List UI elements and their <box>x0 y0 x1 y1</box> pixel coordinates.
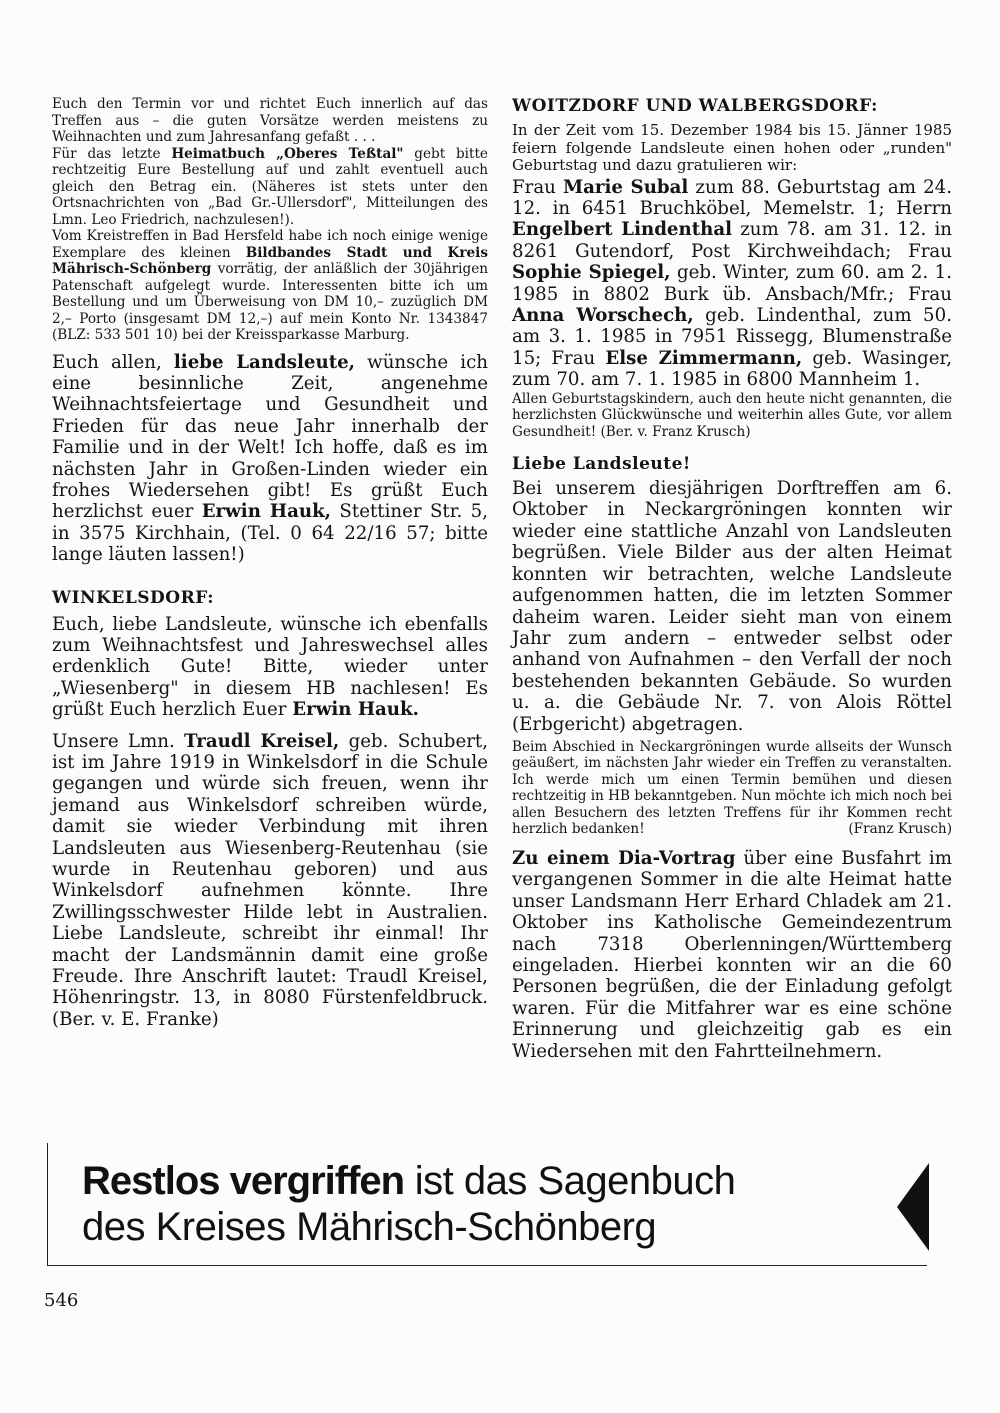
heading-woitzdorf: WOITZDORF UND WALBERGSDORF: <box>512 96 878 116</box>
heimatbuch-title: Heimatbuch „Oberes Teßtal" <box>171 145 404 162</box>
birthday-wishes: Allen Geburtstagskindern, auch den heute nicht genannten, die herzlichsten Glückwünsche und weiterhin alles Gute, vor allem Gesundheit! (Ber. v. Franz Krusch) <box>512 390 952 440</box>
page-number: 546 <box>44 1290 79 1311</box>
right-column <box>512 96 952 1062</box>
kreisel-paragraph: Unsere Lmn. Traudl Kreisel, geb. Schubert, ist im Jahre 1919 in Winkelsdorf in die Schule gegangen und würde sich freuen, wenn ihr jemand aus Winkelsdorf schreiben würde, damit sie wieder Verbindung mit ihren Landsleuten aus Wiesenberg-Reutenhau (sie wurde in Reutenhau geboren) und aus Winkelsdorf aufnehmen könnte. Ihre Zwillingsschwester Hilde lebt in Australien. Liebe Landsleute, schreibt ihr einmal! Ihr macht der Landsmännin damit eine große Freude. Ihre Anschrift lautet: Traudl Kreisel, Höhenringstr. 13, in 8080 Fürstenfeldbruck. (Ber. v. E. Franke) <box>52 730 488 1030</box>
left-column <box>52 96 488 1030</box>
person-name: Traudl Kreisel, <box>184 730 340 752</box>
sagenbuch-banner <box>47 1143 927 1266</box>
banner-line-2: des Kreises Mährisch-Schönberg <box>82 1205 657 1249</box>
dorftreffen-paragraph: Bei unserem diesjährigen Dorftreffen am 6. Oktober in Neckargröningen konnten wir wieder eine stattliche Anzahl von Landsleuten begrüßen. Viele Bilder aus der alten Heimat konnten wir betrachten, welche Landsleute aufgenommen hatten, die im letzten Sommer daheim waren. Leider sieht man von einem Jahr zum andern – entweder selbst oder anhand von Aufnahmen – den Verfall der noch bestehenden bekannten Gebäude. So wurden u. a. die Gebäude Nr. 7. von Alois Röttel (Erbgericht) abgetragen. <box>512 478 952 735</box>
heading-winkelsdorf: WINKELSDORF: <box>52 587 214 608</box>
farewell-paragraph: Beim Abschied in Neckargröningen wurde allseits der Wunsch geäußert, im nächsten Jahr wieder ein Treffen zu veranstalten. Ich werde mich um einen Termin bemühen und diesen rechtzeitig in HB bekanntgeben. Nun möchte ich mich noch bei allen Besuchern des letzten Treffens für ihr Kommen recht herzlich bedanken! (Franz Krusch) <box>512 738 952 838</box>
dia-vortrag-paragraph: Zu einem Dia-Vortrag über eine Busfahrt im vergangenen Sommer in die alte Heimat hatte unser Landsmann Herr Erhard Chladek am 21. Oktober ins Katholische Gemeindezentrum nach 7318 Oberlenningen/Württemberg eingeladen. Hierbei konnten wir an die 60 Personen begrüßen, die der Einladung gefolgt waren. Für die Mitfahrer war es eine schöne Erinnerung und gleichzeitig gab es ein Wiedersehen mit den Fahrtteilnehmern. <box>512 847 952 1062</box>
greeting-paragraph: Euch allen, liebe Landsleute, wünsche ich eine besinnliche Zeit, angenehme Weihnachtsfeiertage und Gesundheit und Frieden für das neue Jahr innerhalb der Familie und in der Welt! Ich hoffe, daß es im nächsten Jahr in Großen-Linden wieder ein frohes Wiedersehen gibt! Es grüßt Euch herzlichst euer Erwin Hauk, Stettiner Str. 5, in 3575 Kirchhain, (Tel. 0 64 22/16 57; bitte lange läuten lassen!) <box>52 351 488 566</box>
intro-paragraph: Euch den Termin vor und richtet Euch innerlich auf das Treffen aus – die guten Vorsätze werden meistens zu Weihnachten und zum Jahresanfang gefaßt . . . Für das letzte Heimatbuch „Oberes Teßtal" gebt bitte rechtzeitig Eure Bestellung auf und zahlt eventuell auch gleich den Betrag ein. (Näheres ist stets unter den Ortsnachrichten von „Bad Gr.-Ullersdorf", Mitteilungen des Lmn. Leo Friedrich, nachzulesen!). Vom Kreistreffen in Bad Hersfeld habe ich noch einige wenige Exemplare des kleinen Bildbandes Stadt und Kreis Mährisch-Schönberg vorrätig, der anläßlich der 30jährigen Patenschaft aufgelegt wurde. Interessenten bitte ich um Bestellung und um Überweisung von DM 10,– zuzüglich DM 2,– Porto (insgesamt DM 12,–) auf mein Konto Nr. 1343847 (BLZ: 533 501 10) bei der Kreissparkasse Marburg. <box>52 96 488 343</box>
author-name: Erwin Hauk, <box>201 501 332 523</box>
heading-liebe-landsleute: Liebe Landsleute! <box>512 454 691 475</box>
dia-vortrag-title: Zu einem Dia-Vortrag <box>512 847 736 869</box>
signature: (Franz Krusch) <box>848 821 952 838</box>
intro-text: Euch den Termin vor und richtet Euch innerlich auf das Treffen aus – die guten Vorsätze werden meistens zu Weihnachten und zum Jahresanfang gefaßt . . . <box>52 96 488 145</box>
winkelsdorf-greeting: Euch, liebe Landsleute, wünsche ich ebenfalls zum Weihnachtsfest und Jahreswechsel alles erdenklich Gute! Bitte, wieder unter „Wiesenberg" in diesem HB nachlesen! Es grüßt Euch herzlich Euer Erwin Hauk. <box>52 613 488 721</box>
bildband-title: Bildbandes Stadt und Kreis Mährisch-Schönberg <box>52 244 488 277</box>
birthday-intro: In der Zeit vom 15. Dezember 1984 bis 15. Jänner 1985 feiern folgende Landsleute einen hohen oder „runden" Geburtstag und dazu gratulieren wir: <box>512 121 952 174</box>
arrow-left-icon <box>895 1163 931 1251</box>
birthday-list: Frau Marie Subal zum 88. Geburtstag am 24. 12. in 6451 Bruchköbel, Memelstr. 1; Herrn Engelbert Lindenthal zum 78. am 31. 12. in 8261 Gutendorf, Post Kirchweihdach; Frau Sophie Spiegel, geb. Winter, zum 60. am 2. 1. 1985 in 8802 Burk üb. Ansbach/Mfr.; Frau Anna Worschech, geb. Lindenthal, zum 50. am 3. 1. 1985 in 7951 Rissegg, Blumenstraße 15; Frau Else Zimmermann, geb. Wasinger, zum 70. am 7. 1. 1985 in 6800 Mannheim 1. <box>512 176 952 391</box>
banner-line-1: Restlos vergriffen ist das Sagenbuch <box>82 1159 736 1203</box>
